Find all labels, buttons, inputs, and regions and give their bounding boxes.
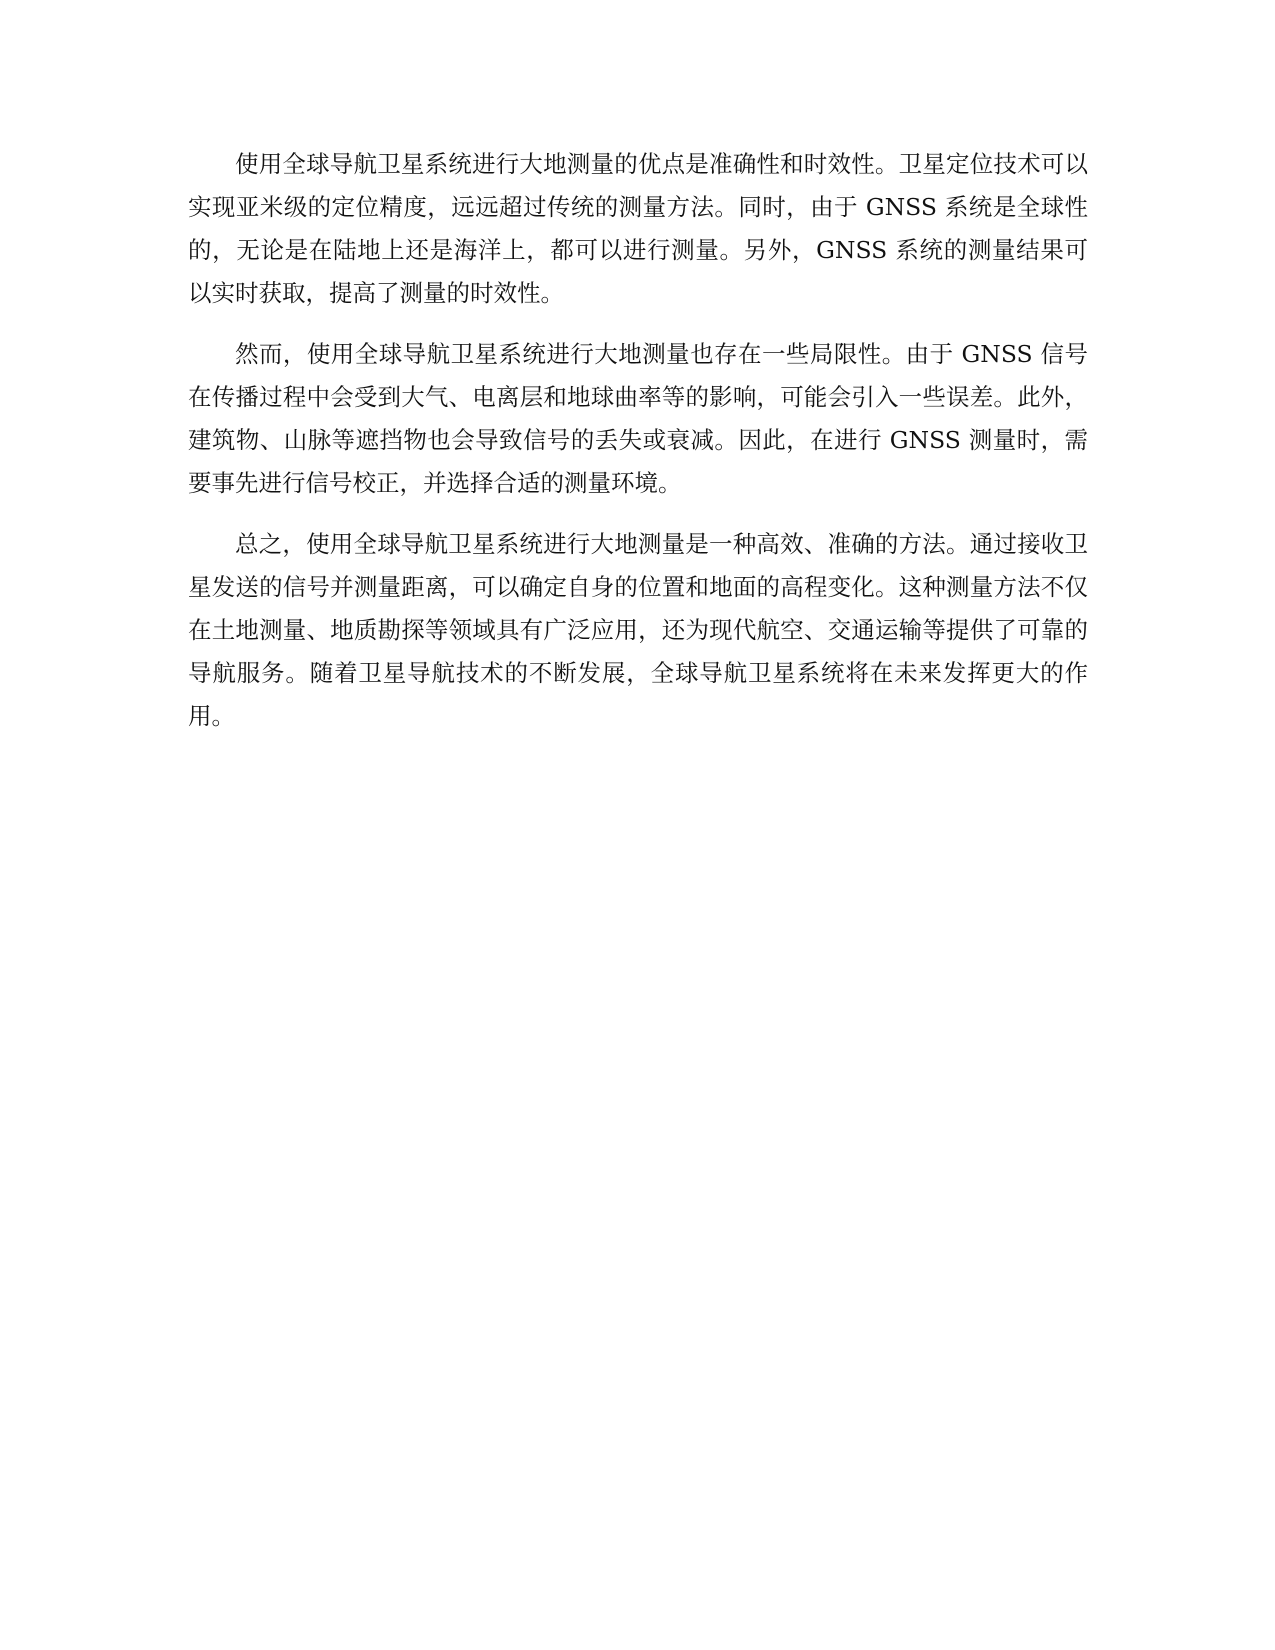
paragraph-conclusion: 总之，使用全球导航卫星系统进行大地测量是一种高效、准确的方法。通过接收卫星发送的信号并测量距离，可以确定自身的位置和地面的高程变化。这种测量方法不仅在土地测量、地质勘探等领域具有广泛应用，还为现代航空、交通运输等提供了可靠的导航服务。随着卫星导航技术的不断发展，全球导航卫星系统将在未来发挥更大的作用。 bbox=[188, 530, 1088, 730]
paragraph-advantages: 使用全球导航卫星系统进行大地测量的优点是准确性和时效性。卫星定位技术可以实现亚米级的定位精度，远远超过传统的测量方法。同时，由于 GNSS 系统是全球性的，无论是在陆地上还是海洋上，都可以进行测量。另外，GNSS 系统的测量结果可以实时获取，提高了测量的时效性。 bbox=[188, 150, 1088, 307]
document-body bbox=[188, 143, 1088, 756]
paragraph-limitations: 然而，使用全球导航卫星系统进行大地测量也存在一些局限性。由于 GNSS 信号在传播过程中会受到大气、电离层和地球曲率等的影响，可能会引入一些误差。此外，建筑物、山脉等遮挡物也会导致信号的丢失或衰减。因此，在进行 GNSS 测量时，需要事先进行信号校正，并选择合适的测量环境。 bbox=[188, 340, 1088, 497]
